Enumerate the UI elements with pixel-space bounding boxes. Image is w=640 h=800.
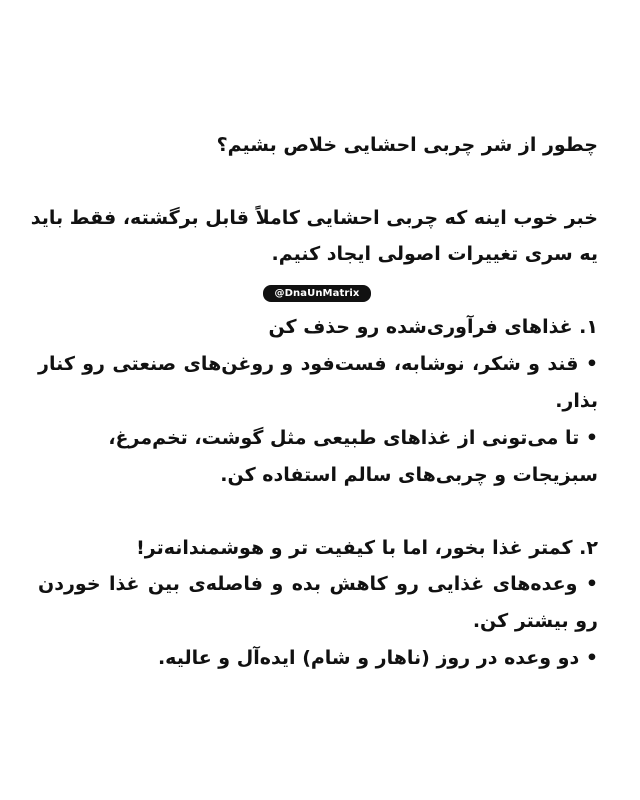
section-2-bullet-1-line-1: • وعده‌های غذایی رو کاهش بده و فاصله‌ی بین غذا خوردن <box>38 573 598 595</box>
section-2-heading: ۲. کمتر غذا بخور، اما با کیفیت تر و هوشمندانه‌تر! <box>136 537 598 559</box>
section-1-bullet-2-line-1: • تا می‌تونی از غذاهای طبیعی مثل گوشت، تخم‌مرغ، <box>108 427 598 449</box>
post-title: چطور از شر چربی احشایی خلاص بشیم؟ <box>216 134 598 156</box>
intro-line-2: یه سری تغییرات اصولی ایجاد کنیم. <box>271 243 598 265</box>
watermark-badge: @DnaUnMatrix <box>263 285 371 302</box>
section-1-bullet-2-line-2: سبزیجات و چربی‌های سالم استفاده کن. <box>220 464 598 486</box>
section-1-bullet-1-line-1: • قند و شکر، نوشابه، فست‌فود و روغن‌های صنعتی رو کنار <box>38 353 598 375</box>
section-2-bullet-1-line-2: رو بیشتر کن. <box>472 610 598 632</box>
section-1-heading: ۱. غذاهای فرآوری‌شده رو حذف کن <box>268 316 598 338</box>
section-2-bullet-2-line-1: • دو وعده در روز (ناهار و شام) ایده‌آل و عالیه. <box>157 647 598 669</box>
intro-line-1: خبر خوب اینه که چربی احشایی کاملاً قابل برگشته، فقط باید <box>30 207 598 229</box>
section-1-bullet-1-line-2: بذار. <box>555 390 598 412</box>
